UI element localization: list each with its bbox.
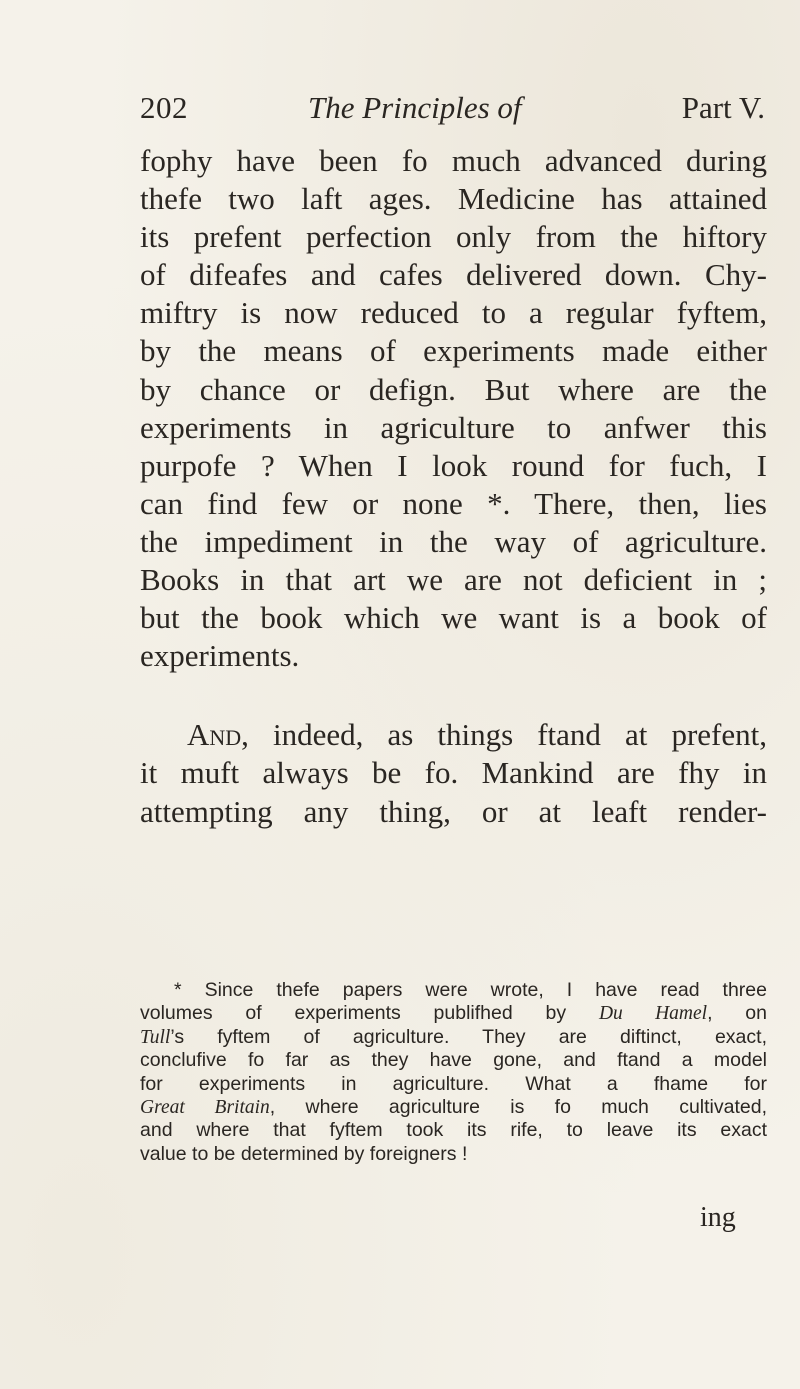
text-line: fophy have been fo much advanced during (140, 143, 767, 178)
footnote-italic-text: Tull (140, 1026, 171, 1048)
paragraph-gap (140, 675, 767, 716)
text-segment: indeed, as things ftand at prefent, (248, 717, 767, 753)
catchword: ing (700, 1202, 736, 1233)
text-line: by chance or defign. But where are the (140, 371, 767, 407)
page-header (140, 90, 765, 130)
page-number: 202 (140, 90, 188, 125)
footnote-line (140, 1049, 767, 1072)
footnote-text: and where that fyftem took its rife, to leave its exact (140, 1119, 767, 1142)
footnote-line (140, 1073, 767, 1096)
text-line: by the means of experiments made either (140, 333, 767, 369)
text-line: purpofe ? When I look round for fuch, I (140, 447, 767, 483)
text-line: Books in that art we are not deficient in ; (140, 562, 767, 598)
text-line: the impediment in the way of agriculture. (140, 523, 767, 559)
text-line: attempting any thing, or at leaft render- (140, 793, 767, 829)
footnote-text: * Since thefe papers were wrote, I have read three (174, 979, 767, 1001)
footnote-line (140, 1143, 767, 1166)
footnote (140, 979, 767, 1166)
body-text (140, 142, 767, 831)
footnote-line (140, 1119, 767, 1142)
footnote-italic-text: Du Hamel (598, 1003, 708, 1025)
footnote-text: , on (707, 1002, 767, 1025)
paragraph-1 (140, 142, 767, 675)
text-line: it muft always be fo. Mankind are fhy in (140, 755, 767, 791)
footnote-line (140, 1002, 767, 1025)
footnote-text: for experiments in agriculture. What a fhame for (140, 1072, 767, 1095)
text-line: miftry is now reduced to a regular fyftem, (140, 295, 767, 331)
text-line: experiments. (140, 638, 300, 674)
footnote-text: volumes of experiments publifhed by (140, 1002, 599, 1025)
footnote-text: value to be determined by foreigners ! (140, 1142, 468, 1165)
text-line: thefe two laft ages. Medicine has attained (140, 181, 767, 217)
text-line (140, 716, 767, 754)
text-line: can find few or none *. There, then, lies (140, 485, 767, 521)
part-label: Part V. (681, 90, 765, 125)
footnote-text: conclufive fo far as they have gone, and ftand a model (140, 1049, 767, 1072)
footnote-text: ’s fyftem of agriculture. They are diftinct, exact, (170, 1025, 767, 1048)
footnote-line (140, 1096, 767, 1119)
text-line: but the book which we want is a book of (140, 600, 767, 636)
footnote-text: , where agriculture is fo much cultivated, (269, 1096, 768, 1119)
footnote-italic-text: Great Britain (140, 1097, 270, 1119)
running-title: The Principles of (308, 90, 522, 125)
footnote-line (140, 979, 767, 1002)
paragraph-opening-word: And, (187, 717, 249, 753)
text-line: of difeafes and cafes delivered down. Chy- (140, 257, 767, 293)
paragraph-2 (140, 716, 767, 830)
footnote-line (140, 1026, 767, 1049)
text-line: experiments in agriculture to anfwer this (140, 409, 767, 445)
text-line: its prefent perfection only from the hiftory (140, 219, 767, 255)
